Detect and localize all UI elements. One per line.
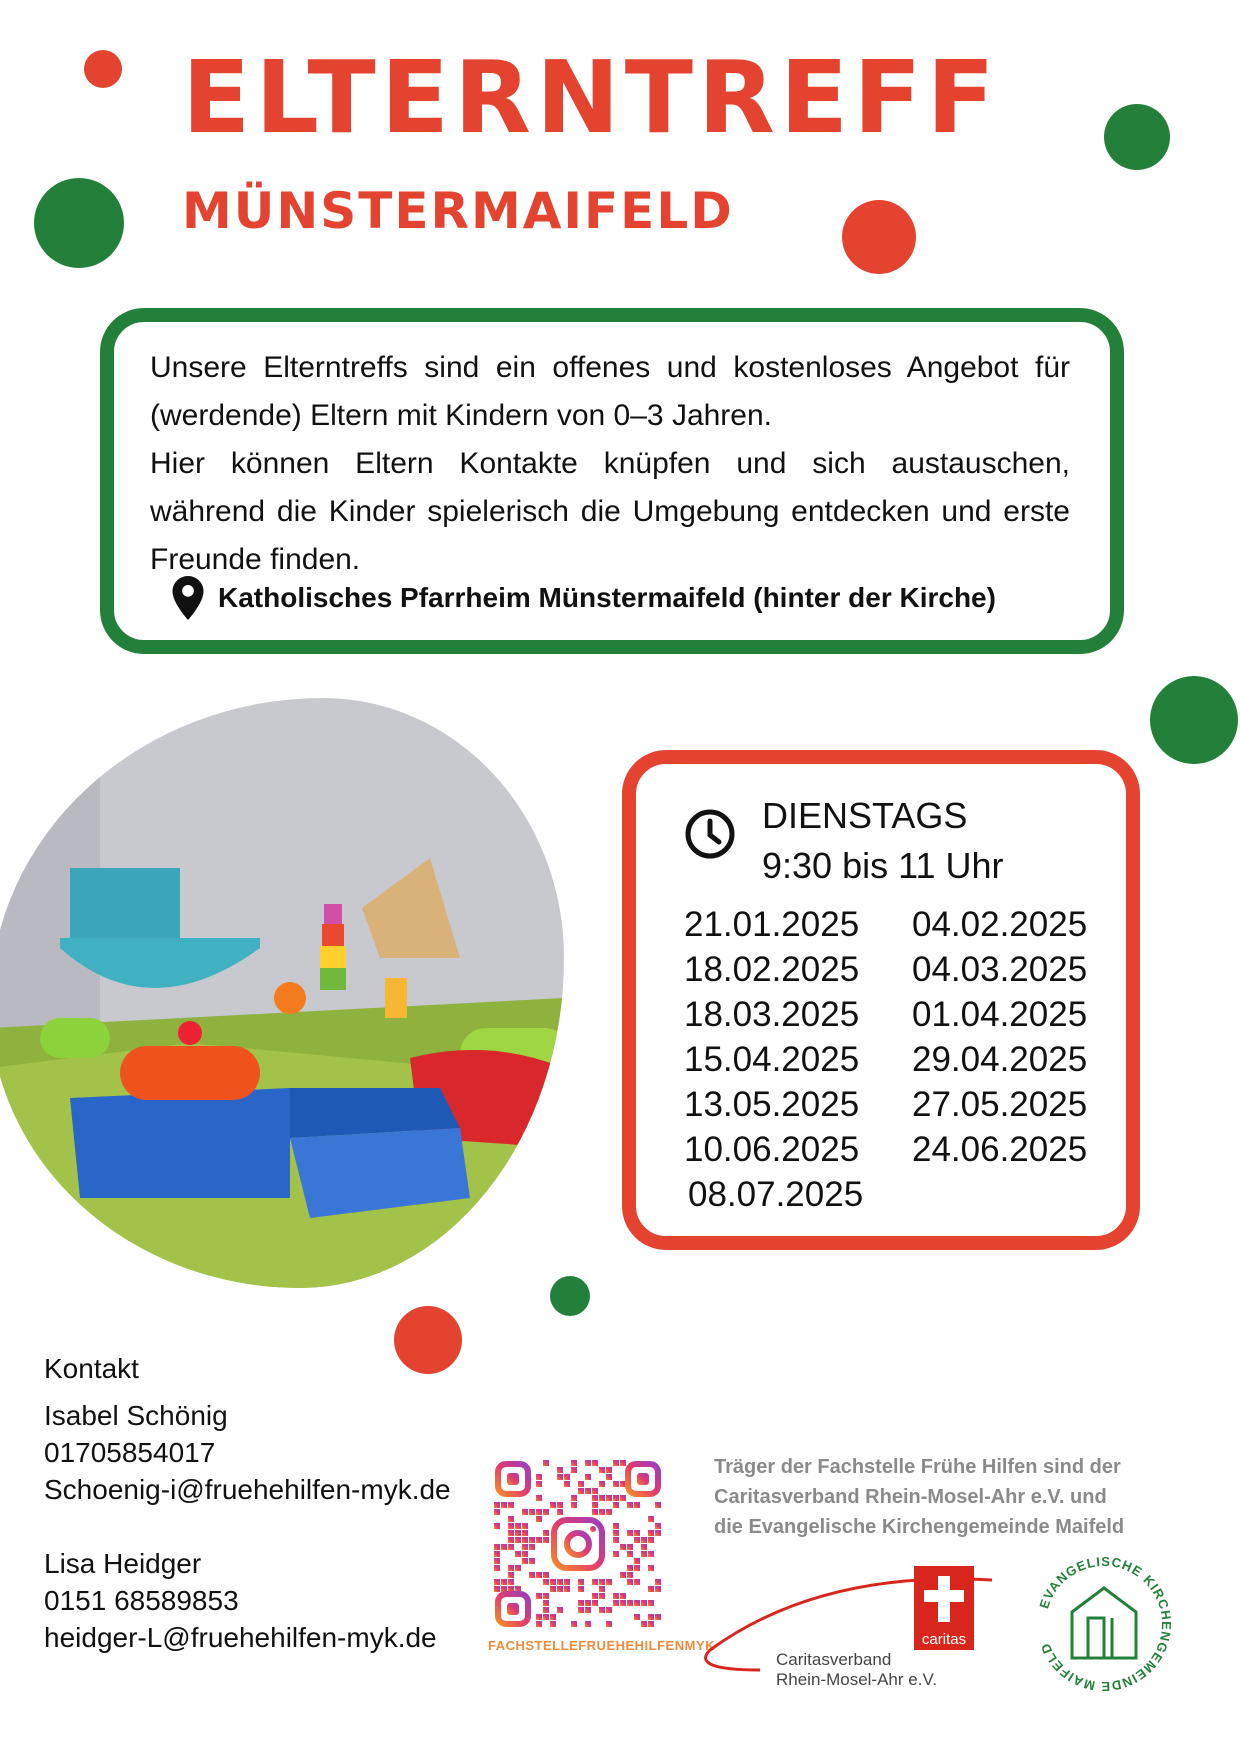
- qr-module: [501, 1544, 507, 1550]
- qr-module: [536, 1509, 542, 1515]
- qr-module: [550, 1621, 556, 1627]
- qr-module: [606, 1474, 612, 1480]
- caritas-name-line: Caritasverband: [776, 1650, 892, 1669]
- qr-module: [543, 1530, 549, 1536]
- date-item: 04.03.2025: [912, 950, 1088, 989]
- traeger-line: Caritasverband Rhein-Mosel-Ahr e.V. und: [714, 1486, 1107, 1508]
- qr-module: [494, 1586, 500, 1592]
- qr-module: [585, 1600, 591, 1606]
- qr-module: [648, 1614, 654, 1620]
- qr-module: [641, 1537, 647, 1543]
- qr-module: [606, 1495, 612, 1501]
- qr-module: [557, 1467, 563, 1473]
- qr-module: [543, 1509, 549, 1515]
- qr-module: [557, 1579, 563, 1585]
- qr-module: [634, 1614, 640, 1620]
- traeger-line: die Evangelische Kirchengemeinde Maifeld: [714, 1516, 1125, 1538]
- qr-module: [494, 1523, 500, 1529]
- qr-module: [578, 1586, 584, 1592]
- date-item: 18.03.2025: [684, 995, 860, 1034]
- qr-module: [494, 1551, 500, 1557]
- qr-module: [634, 1558, 640, 1564]
- date-item: 13.05.2025: [684, 1085, 860, 1124]
- date-item: 08.07.2025: [688, 1175, 864, 1214]
- qr-module: [578, 1607, 584, 1613]
- qr-module: [557, 1502, 563, 1508]
- qr-module: [634, 1600, 640, 1606]
- qr-module: [508, 1523, 514, 1529]
- qr-module: [508, 1502, 514, 1508]
- qr-module: [543, 1579, 549, 1585]
- qr-module: [627, 1579, 633, 1585]
- qr-module: [592, 1579, 598, 1585]
- decor-dot: [1150, 676, 1238, 764]
- date-item: 21.01.2025: [684, 905, 860, 944]
- qr-module: [578, 1579, 584, 1585]
- qr-module: [634, 1565, 640, 1571]
- qr-module: [613, 1502, 619, 1508]
- qr-module: [557, 1509, 563, 1515]
- qr-module: [571, 1495, 577, 1501]
- qr-code-icon: [492, 1458, 664, 1630]
- qr-module: [515, 1565, 521, 1571]
- qr-module: [529, 1558, 535, 1564]
- qr-module: [620, 1495, 626, 1501]
- caritas-name: [776, 1650, 937, 1690]
- qr-module: [641, 1544, 647, 1550]
- decor-dot: [1104, 104, 1170, 170]
- qr-module: [508, 1530, 514, 1536]
- caritas-logo-text: caritas: [921, 1631, 967, 1648]
- date-item: 29.04.2025: [912, 1040, 1088, 1079]
- contact-phone: 01705854017: [44, 1437, 216, 1468]
- qr-module: [557, 1607, 563, 1613]
- schedule-box: [622, 750, 1140, 1250]
- qr-module: [620, 1544, 626, 1550]
- decor-dot: [842, 200, 916, 274]
- qr-module: [655, 1530, 661, 1536]
- decor-dot: [84, 50, 122, 88]
- qr-module: [634, 1502, 640, 1508]
- qr-module: [529, 1537, 535, 1543]
- qr-module: [494, 1565, 500, 1571]
- contact-phone: 0151 68589853: [44, 1585, 239, 1616]
- qr-module: [536, 1572, 542, 1578]
- qr-module: [557, 1586, 563, 1592]
- location: [172, 576, 996, 620]
- qr-module: [585, 1621, 591, 1627]
- qr-module: [599, 1607, 605, 1613]
- schedule-day: DIENSTAGS: [762, 795, 968, 836]
- qr-module: [648, 1551, 654, 1557]
- qr-module: [536, 1537, 542, 1543]
- qr-module: [508, 1579, 514, 1585]
- qr-module: [655, 1523, 661, 1529]
- qr-module: [522, 1530, 528, 1536]
- date-item: 04.02.2025: [912, 905, 1088, 944]
- qr-module: [515, 1530, 521, 1536]
- contact-name: Lisa Heidger: [44, 1548, 202, 1579]
- page-subtitle: MÜNSTERMAIFELD: [182, 182, 734, 240]
- qr-module: [585, 1460, 591, 1466]
- qr-module: [606, 1467, 612, 1473]
- qr-module: [550, 1502, 556, 1508]
- qr-module: [536, 1614, 542, 1620]
- qr-module: [515, 1537, 521, 1543]
- qr-module: [494, 1509, 500, 1515]
- qr-module: [655, 1579, 661, 1585]
- evangelisch-logo-text: EVANGELISCHE KIRCHENGEMEINDE MAIFELD: [1036, 1553, 1175, 1695]
- qr-module: [648, 1600, 654, 1606]
- contact-name: Isabel Schönig: [44, 1400, 228, 1431]
- qr-module: [522, 1523, 528, 1529]
- qr-module: [592, 1502, 598, 1508]
- qr-module: [641, 1551, 647, 1557]
- qr-module: [634, 1537, 640, 1543]
- qr-module: [599, 1495, 605, 1501]
- qr-module: [613, 1523, 619, 1529]
- qr-module: [620, 1593, 626, 1599]
- qr-module: [655, 1502, 661, 1508]
- qr-module: [550, 1614, 556, 1620]
- qr-module: [606, 1607, 612, 1613]
- qr-module: [613, 1460, 619, 1466]
- page-title: ELTERNTREFF: [182, 39, 1000, 156]
- schedule-time: 9:30 bis 11 Uhr: [762, 845, 1004, 886]
- qr-module: [494, 1544, 500, 1550]
- qr-module: [585, 1607, 591, 1613]
- qr-module: [592, 1488, 598, 1494]
- qr-module: [536, 1481, 542, 1487]
- qr-module: [508, 1572, 514, 1578]
- qr-module: [613, 1600, 619, 1606]
- info-box: [100, 308, 1124, 654]
- qr-module: [501, 1502, 507, 1508]
- qr-module: [494, 1502, 500, 1508]
- date-item: 10.06.2025: [684, 1130, 860, 1169]
- qr-module: [648, 1586, 654, 1592]
- qr-module: [627, 1530, 633, 1536]
- qr-module: [508, 1544, 514, 1550]
- clock-icon: [684, 808, 736, 860]
- qr-module: [543, 1537, 549, 1543]
- contact-section: [44, 1350, 451, 1656]
- info-paragraph: Hier können Eltern Kontakte knüpfen und sich austauschen, während die Kinder spielerisch die Umgebung entdecken und erste Freunde finden.: [150, 447, 1070, 576]
- qr-module: [599, 1509, 605, 1515]
- qr-module: [585, 1474, 591, 1480]
- qr-module: [571, 1621, 577, 1627]
- qr-module: [508, 1516, 514, 1522]
- qr-module: [620, 1572, 626, 1578]
- qr-module: [592, 1593, 598, 1599]
- qr-module: [655, 1614, 661, 1620]
- qr-module: [641, 1600, 647, 1606]
- qr-module: [648, 1565, 654, 1571]
- qr-module: [536, 1593, 542, 1599]
- qr-module: [557, 1474, 563, 1480]
- qr-module: [543, 1607, 549, 1613]
- qr-module: [536, 1474, 542, 1480]
- qr-module: [634, 1530, 640, 1536]
- qr-module: [627, 1572, 633, 1578]
- evangelisch-logo: [1032, 1552, 1176, 1696]
- qr-module: [648, 1621, 654, 1627]
- qr-module: [599, 1586, 605, 1592]
- qr-module: [501, 1579, 507, 1585]
- qr-module: [564, 1481, 570, 1487]
- qr-module: [613, 1593, 619, 1599]
- qr-module: [550, 1579, 556, 1585]
- qr-module: [599, 1467, 605, 1473]
- qr-module: [529, 1572, 535, 1578]
- qr-module: [592, 1600, 598, 1606]
- qr-module: [522, 1551, 528, 1557]
- qr-module: [543, 1600, 549, 1606]
- qr-module: [648, 1537, 654, 1543]
- qr-module: [585, 1488, 591, 1494]
- qr-module: [543, 1572, 549, 1578]
- qr-module: [529, 1544, 535, 1550]
- qr-module: [564, 1586, 570, 1592]
- qr-module: [655, 1586, 661, 1592]
- qr-module: [627, 1551, 633, 1557]
- qr-module: [522, 1544, 528, 1550]
- qr-module: [578, 1600, 584, 1606]
- qr-module: [599, 1481, 605, 1487]
- traeger-text: [714, 1452, 1124, 1542]
- contact-email: heidger-L@fruehehilfen-myk.de: [44, 1622, 437, 1653]
- qr-module: [613, 1495, 619, 1501]
- caritas-name-line: Rhein-Mosel-Ahr e.V.: [776, 1670, 937, 1689]
- qr-module: [550, 1586, 556, 1592]
- qr-module: [522, 1537, 528, 1543]
- qr-module: [606, 1621, 612, 1627]
- qr-module: [613, 1551, 619, 1557]
- qr-module: [599, 1593, 605, 1599]
- qr-label: FACHSTELLEFRUEHEHILFENMYK: [488, 1638, 715, 1653]
- qr-module: [564, 1579, 570, 1585]
- qr-module: [620, 1600, 626, 1606]
- qr-module: [599, 1579, 605, 1585]
- qr-module: [543, 1614, 549, 1620]
- qr-module: [571, 1467, 577, 1473]
- qr-module: [508, 1537, 514, 1543]
- qr-module: [522, 1558, 528, 1564]
- qr-module: [508, 1565, 514, 1571]
- qr-module: [634, 1579, 640, 1585]
- qr-module: [543, 1460, 549, 1466]
- qr-module: [592, 1495, 598, 1501]
- qr-module: [571, 1502, 577, 1508]
- qr-module: [522, 1509, 528, 1515]
- qr-module: [627, 1544, 633, 1550]
- qr-module: [529, 1509, 535, 1515]
- date-item: 01.04.2025: [912, 995, 1088, 1034]
- qr-module: [627, 1600, 633, 1606]
- decor-dot: [550, 1276, 590, 1316]
- qr-module: [578, 1481, 584, 1487]
- date-item: 27.05.2025: [912, 1085, 1088, 1124]
- qr-module: [613, 1481, 619, 1487]
- playroom-photo: [0, 698, 564, 1288]
- qr-module: [543, 1593, 549, 1599]
- qr-module: [627, 1565, 633, 1571]
- date-list: [684, 902, 1104, 1217]
- qr-module: [648, 1530, 654, 1536]
- qr-module: [536, 1495, 542, 1501]
- qr-module: [536, 1516, 542, 1522]
- qr-module: [515, 1551, 521, 1557]
- qr-module: [515, 1523, 521, 1529]
- decor-dot: [34, 178, 124, 268]
- qr-module: [641, 1621, 647, 1627]
- qr-module: [578, 1488, 584, 1494]
- qr-module: [592, 1509, 598, 1515]
- map-pin-icon: [172, 576, 204, 620]
- qr-module: [648, 1516, 654, 1522]
- qr-module: [606, 1579, 612, 1585]
- qr-module: [620, 1460, 626, 1466]
- qr-module: [494, 1579, 500, 1585]
- qr-module: [564, 1474, 570, 1480]
- date-item: 18.02.2025: [684, 950, 860, 989]
- traeger-line: Träger der Fachstelle Frühe Hilfen sind der: [714, 1456, 1121, 1478]
- contact-email: Schoenig-i@fruehehilfen-myk.de: [44, 1474, 451, 1505]
- qr-module: [571, 1460, 577, 1466]
- contact-heading: Kontakt: [44, 1353, 139, 1384]
- qr-module: [613, 1530, 619, 1536]
- qr-module: [536, 1621, 542, 1627]
- qr-module: [592, 1460, 598, 1466]
- location-text: Katholisches Pfarrheim Münstermaifeld (hinter der Kirche): [218, 582, 996, 613]
- qr-module: [606, 1509, 612, 1515]
- qr-module: [627, 1502, 633, 1508]
- qr-module: [494, 1558, 500, 1564]
- date-item: 15.04.2025: [684, 1040, 860, 1079]
- info-paragraph: Unsere Elterntreffs sind ein offenes und kostenloses Angebot für (werdende) Eltern mit Kindern von 0–3 Jahren.: [150, 351, 1070, 432]
- date-item: 24.06.2025: [912, 1130, 1088, 1169]
- qr-module: [613, 1537, 619, 1543]
